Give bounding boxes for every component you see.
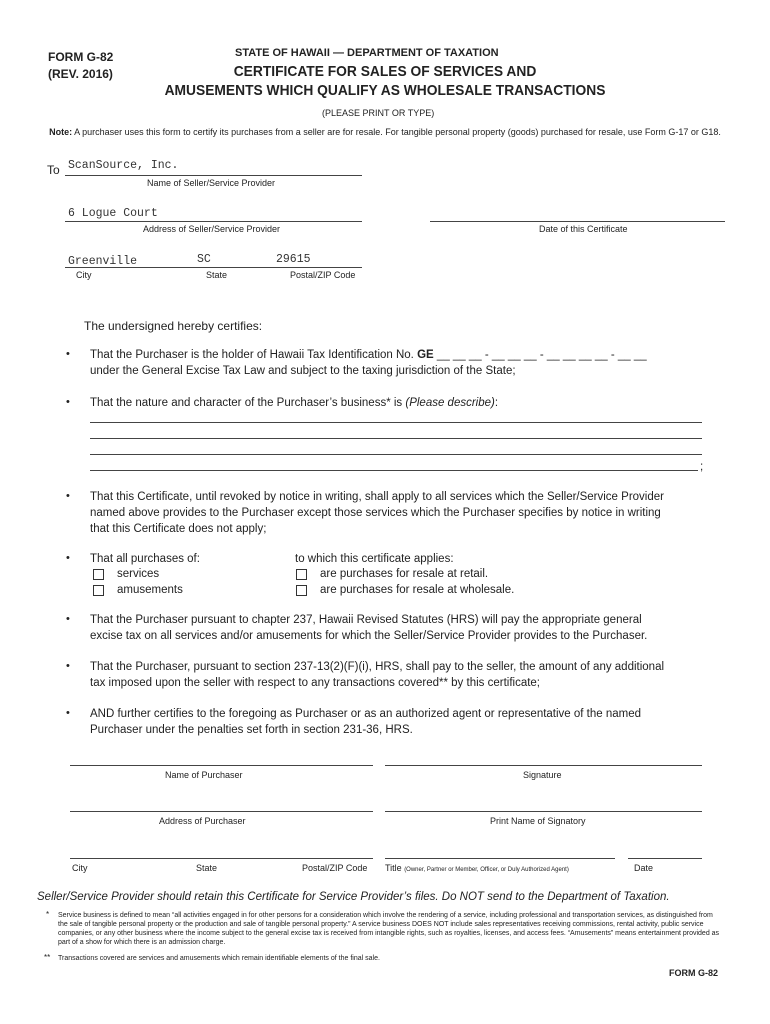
note-label: Note:	[49, 127, 73, 137]
item2-please-describe: (Please describe)	[405, 397, 495, 409]
purchaser-city-state-zip-field[interactable]	[70, 858, 373, 859]
item7-line1: AND further certifies to the foregoing as Purchaser or as an authorized agent or representative of the named	[90, 708, 642, 720]
signature-field[interactable]	[385, 765, 702, 766]
item3-line2: named above provides to the Purchaser except those services which the Purchaser specifies by notice in writing	[90, 507, 661, 519]
form-title-line1: CERTIFICATE FOR SALES OF SERVICES AND	[233, 63, 537, 80]
resale-retail-label: are purchases for resale at retail.	[320, 568, 489, 580]
seller-state-caption: State	[206, 270, 228, 280]
print-instruction: (PLEASE PRINT OR TYPE)	[322, 108, 435, 118]
title-detail: (Owner, Partner or Member, Officer, or Duly Authorized Agent)	[404, 867, 569, 873]
purchaser-name-field[interactable]	[70, 765, 373, 766]
business-description-line-4[interactable]	[90, 470, 698, 471]
to-label: To	[47, 163, 60, 177]
seller-name-caption: Name of Seller/Service Provider	[147, 178, 276, 188]
business-description-line-1[interactable]	[90, 422, 702, 423]
bullet-2: •	[66, 396, 70, 408]
bullet-3: •	[66, 490, 70, 502]
title-label: Title	[385, 863, 402, 873]
seller-name-line	[65, 175, 362, 176]
footnote-2-text: Transactions covered are services and amusements which remain identifiable elements of the final sale.	[58, 955, 380, 962]
purchaser-state-caption: State	[196, 863, 218, 873]
tax-id-field[interactable]: __ __ __ - __ __ __ - __ __ __ __ - __ __	[436, 349, 647, 361]
amusements-label: amusements	[117, 584, 183, 596]
resale-wholesale-label: are purchases for resale at wholesale.	[320, 584, 515, 596]
form-number: FORM G-82	[48, 50, 114, 64]
print-name-caption: Print Name of Signatory	[490, 816, 586, 826]
seller-address-field[interactable]: 6 Logue Court	[68, 207, 158, 220]
form-revision: (REV. 2016)	[48, 67, 113, 81]
certifies-intro: The undersigned hereby certifies:	[84, 319, 263, 333]
note-text: A purchaser uses this form to certify its purchases from a seller are for resale. For tangible personal property (goods) purchased for resale, use Form G-17 or G18.	[74, 127, 721, 137]
amusements-checkbox[interactable]	[93, 585, 104, 596]
purchaser-address-field[interactable]	[70, 811, 373, 812]
purchaser-date-caption: Date	[634, 863, 654, 873]
item6-line2: tax imposed upon the seller with respect to any transactions covered** by this certificate;	[90, 677, 541, 689]
item1-line1	[90, 347, 647, 363]
bullet-4: •	[66, 552, 70, 564]
footnote-1-text: Service business is defined to mean “all activities engaged in for other persons for a consideration which involve the rendering of a service, including professional and transportation services, as distinguished from the sale of tangible personal property or the production and sale of tangible personal property.” A service business DOES NOT include sales representatives receiving commissions, rental activity, public service companies, or any other business where the income subject to the general excise tax is received from intangible rights, such as royalties, licenses, and access fees. “Amusements” means entertainment provided as part of a show for which there is an admission charge.	[58, 912, 720, 946]
seller-city-caption: City	[76, 270, 92, 280]
item4-right-label: to which this certificate applies:	[295, 553, 454, 565]
item2-text: That the nature and character of the Purchaser’s business* is	[90, 397, 403, 409]
item5-line1: That the Purchaser pursuant to chapter 237, Hawaii Revised Statutes (HRS) will pay the appropriate general	[90, 614, 642, 626]
footnote-2-mark: **	[44, 953, 51, 962]
services-label: services	[117, 568, 160, 580]
item1-text: That the Purchaser is the holder of Hawaii Tax Identification No.	[90, 349, 414, 361]
bullet-5: •	[66, 613, 70, 625]
certificate-date-caption: Date of this Certificate	[539, 224, 628, 234]
form-title-line2: AMUSEMENTS WHICH QUALIFY AS WHOLESALE TRANSACTIONS	[164, 82, 606, 99]
print-name-field[interactable]	[385, 811, 702, 812]
resale-retail-checkbox[interactable]	[296, 569, 307, 580]
business-description-line-3[interactable]	[90, 454, 702, 455]
seller-zip-caption: Postal/ZIP Code	[290, 270, 356, 280]
seller-address-caption: Address of Seller/Service Provider	[143, 224, 281, 234]
footer-form-number: FORM G-82	[669, 968, 719, 978]
purchaser-date-field[interactable]	[628, 858, 702, 859]
seller-address-line	[65, 221, 362, 222]
resale-wholesale-checkbox[interactable]	[296, 585, 307, 596]
signature-caption: Signature	[523, 770, 562, 780]
business-description-line-2[interactable]	[90, 438, 702, 439]
item3-line3: that this Certificate does not apply;	[90, 523, 267, 535]
seller-city-line	[65, 267, 362, 268]
services-checkbox[interactable]	[93, 569, 104, 580]
item2-colon: :	[494, 397, 499, 409]
signatory-title-field[interactable]	[385, 858, 615, 859]
signatory-title-caption	[385, 863, 569, 873]
item7-line2: Purchaser under the penalties set forth in section 231-36, HRS.	[90, 724, 413, 736]
purchaser-city-caption: City	[72, 863, 88, 873]
item4-left-label: That all purchases of:	[90, 553, 200, 565]
form-note	[45, 127, 725, 138]
seller-name-field[interactable]: ScanSource, Inc.	[68, 159, 179, 172]
retain-notice: Seller/Service Provider should retain this Certificate for Service Provider’s files. Do NOT send to the Department of Taxation.	[37, 891, 670, 903]
agency-name: STATE OF HAWAII — DEPARTMENT OF TAXATION	[235, 47, 499, 59]
bullet-7: •	[66, 707, 70, 719]
footnote-1-mark: *	[46, 910, 50, 919]
item3-line1: That this Certificate, until revoked by notice in writing, shall apply to all services which the Seller/Service Provider	[90, 491, 664, 503]
item2-semicolon: ;	[700, 461, 704, 473]
item2-line1	[90, 395, 498, 411]
item6-line1: That the Purchaser, pursuant to section 237-13(2)(F)(i), HRS, shall pay to the seller, the amount of any additional	[90, 661, 665, 673]
bullet-1: •	[66, 348, 70, 360]
certificate-date-field[interactable]	[430, 221, 725, 222]
purchaser-zip-caption: Postal/ZIP Code	[302, 863, 368, 873]
item1-line2: under the General Excise Tax Law and subject to the taxing jurisdiction of the State;	[90, 365, 516, 377]
item5-line2: excise tax on all services and/or amusements for which the Seller/Service Provider provides to the Purchaser.	[90, 630, 648, 642]
purchaser-address-caption: Address of Purchaser	[159, 816, 246, 826]
ge-prefix: GE	[417, 349, 434, 361]
seller-city-field[interactable]: Greenville	[68, 255, 138, 268]
seller-state-field[interactable]: SC	[197, 253, 211, 266]
seller-zip-field[interactable]: 29615	[276, 253, 311, 266]
bullet-6: •	[66, 660, 70, 672]
purchaser-name-caption: Name of Purchaser	[165, 770, 243, 780]
